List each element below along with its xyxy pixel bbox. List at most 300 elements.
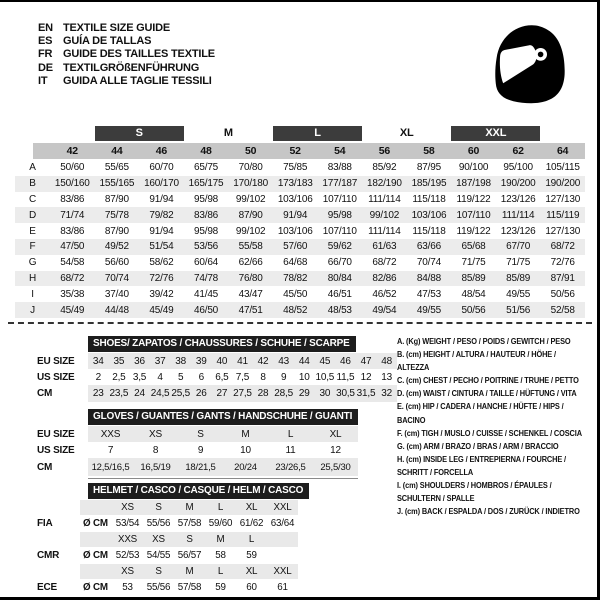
measurement-cell: 72/76 bbox=[149, 272, 174, 284]
measurement-letter: A bbox=[29, 162, 36, 174]
measurement-cell: 47/50 bbox=[60, 241, 85, 253]
measurement-cell: 91/94 bbox=[149, 225, 174, 237]
helmet-size-value: 59 bbox=[215, 582, 226, 593]
standard-label: ECE bbox=[37, 582, 57, 593]
measurement-cell: 50/60 bbox=[60, 162, 85, 174]
language-code: FR bbox=[38, 48, 53, 61]
measurement-cell: 119/122 bbox=[456, 193, 491, 205]
size-cell: 35 bbox=[113, 355, 125, 367]
measurement-cell: 68/72 bbox=[60, 272, 85, 284]
measurement-letter: C bbox=[28, 193, 37, 205]
measurement-cell: 46/52 bbox=[372, 288, 397, 300]
measurement-cell: 46/51 bbox=[327, 288, 352, 300]
size-cell: L bbox=[287, 428, 294, 440]
language-row bbox=[38, 48, 215, 61]
measurement-cell: 50/56 bbox=[461, 304, 486, 316]
measurement-cell: 74/78 bbox=[194, 272, 219, 284]
measurement-cell: 51/54 bbox=[149, 241, 174, 253]
size-number-row bbox=[15, 143, 585, 159]
size-cell: 38 bbox=[175, 355, 187, 367]
measurement-cell: 49/52 bbox=[104, 241, 129, 253]
row-label: CM bbox=[37, 388, 53, 399]
measurement-cell: 83/86 bbox=[60, 225, 85, 237]
size-cell: 45 bbox=[319, 355, 331, 367]
measurement-cell: 57/60 bbox=[283, 241, 308, 253]
helmet-size-label: M bbox=[185, 566, 194, 577]
size-row bbox=[30, 385, 397, 402]
measurement-cell: 70/80 bbox=[238, 162, 263, 174]
size-cell: 11,5 bbox=[336, 371, 355, 383]
size-column-header: 42 bbox=[66, 145, 78, 157]
measurement-cell: 49/54 bbox=[372, 304, 397, 316]
size-cell: 18/21,5 bbox=[185, 461, 216, 473]
measurement-cell: 70/74 bbox=[104, 272, 129, 284]
measurement-cell: 173/183 bbox=[277, 178, 313, 190]
size-cell: 24 bbox=[134, 388, 145, 399]
size-cell: 11 bbox=[285, 444, 296, 456]
measurement-cell: 41/45 bbox=[194, 288, 219, 300]
helmet-size-value: 54/55 bbox=[146, 550, 171, 561]
measurement-cell: 71/75 bbox=[461, 257, 486, 269]
measurement-cell: 111/114 bbox=[368, 225, 401, 237]
measurement-cell: 35/38 bbox=[60, 288, 85, 300]
measurement-cell: 45/49 bbox=[149, 304, 174, 316]
size-group-spacer bbox=[540, 126, 585, 141]
measurement-cell: 75/78 bbox=[104, 209, 129, 221]
size-cell: 28,5 bbox=[274, 388, 293, 399]
measurement-cell: 119/122 bbox=[456, 225, 491, 237]
measurement-letter: E bbox=[29, 225, 36, 237]
measurement-cell: 72/76 bbox=[550, 257, 575, 269]
row-label: EU SIZE bbox=[37, 355, 75, 367]
measurement-row-b bbox=[15, 176, 585, 192]
helmet-size-value: 52/53 bbox=[115, 550, 140, 561]
size-column-header: 60 bbox=[467, 145, 480, 157]
gloves-table-title: GLOVES / GUANTES / GANTS / HANDSCHUHE / GUANTI bbox=[88, 409, 358, 425]
size-column-header: 62 bbox=[512, 145, 524, 157]
measurement-cell: 99/102 bbox=[235, 225, 266, 237]
measurement-cell: 115/119 bbox=[546, 209, 580, 221]
measurement-cell: 65/75 bbox=[194, 162, 219, 174]
size-cell: 39 bbox=[195, 355, 207, 367]
legend-item: I. (cm) SHOULDERS / HOMBROS / ÉPAULES / SCHULTERN / SPALLE bbox=[397, 480, 552, 504]
measurement-cell: 80/84 bbox=[327, 272, 352, 284]
helmet-size-label: L bbox=[217, 566, 224, 577]
legend-item: J. (cm) BACK / ESPALDA / DOS / ZURÜCK / INDIETRO bbox=[397, 506, 580, 517]
helmet-size-value: 59 bbox=[246, 550, 257, 561]
helmet-size-header-row bbox=[30, 532, 298, 547]
measurement-cell: 95/100 bbox=[503, 162, 533, 174]
helmet-size-value: 57/58 bbox=[177, 518, 202, 529]
measurement-cell: 63/66 bbox=[416, 241, 441, 253]
size-group-s: S bbox=[95, 126, 184, 141]
size-cell: 12 bbox=[330, 444, 341, 456]
helmet-size-value: 58 bbox=[215, 550, 226, 561]
measurement-cell: 185/195 bbox=[411, 178, 447, 190]
measurement-letter: G bbox=[28, 257, 37, 269]
measurement-cell: 105/115 bbox=[545, 162, 580, 174]
helmet-size-value: 59/60 bbox=[208, 518, 233, 529]
size-column-header: 54 bbox=[334, 145, 346, 157]
language-row bbox=[38, 22, 215, 35]
measurement-letter: F bbox=[29, 241, 36, 253]
measurement-cell: 48/52 bbox=[283, 304, 308, 316]
measurement-row-e bbox=[15, 223, 585, 239]
size-cell: 25,5 bbox=[171, 388, 190, 399]
size-cell: 23,5 bbox=[109, 388, 129, 399]
size-cell: 6,5 bbox=[215, 371, 229, 383]
legend-item: B. (cm) HEIGHT / ALTURA / HAUTEUR / HÖHE / ALTEZZA bbox=[397, 349, 556, 373]
measurement-cell: 48/53 bbox=[327, 304, 352, 316]
helmet-value-row bbox=[30, 579, 298, 596]
size-cell: 34 bbox=[92, 355, 104, 367]
measurement-cell: 70/74 bbox=[416, 257, 441, 269]
size-column-header: 46 bbox=[155, 145, 168, 157]
size-group-xxl: XXL bbox=[451, 126, 540, 141]
size-group-l: L bbox=[273, 126, 362, 141]
helmet-size-label: L bbox=[217, 502, 224, 513]
measurement-cell: 103/106 bbox=[411, 209, 447, 221]
measurement-cell: 37/40 bbox=[104, 288, 129, 300]
legend-item: F. (cm) TIGH / MUSLO / CUISSE / SCHENKEL / COSCIA bbox=[397, 427, 582, 438]
measurement-cell: 127/130 bbox=[545, 225, 581, 237]
size-column-header: 64 bbox=[557, 145, 569, 157]
size-column-header: 48 bbox=[200, 145, 212, 157]
measurement-cell: 84/88 bbox=[416, 272, 441, 284]
measurement-cell: 155/165 bbox=[99, 178, 135, 190]
size-cell: 27 bbox=[216, 388, 228, 399]
helmet-size-label: M bbox=[216, 534, 225, 545]
size-cell: 36 bbox=[134, 355, 145, 367]
measurement-cell: 160/170 bbox=[144, 178, 179, 190]
measurement-cell: 56/60 bbox=[104, 257, 129, 269]
measurement-cell: 111/114 bbox=[501, 209, 535, 221]
helmet-size-label: XL bbox=[245, 502, 258, 513]
size-cell: XS bbox=[149, 428, 162, 440]
measurement-cell: 83/86 bbox=[194, 209, 219, 221]
size-cell: 10 bbox=[298, 371, 310, 383]
measurement-cell: 83/88 bbox=[327, 162, 352, 174]
gloves-table-rows bbox=[30, 426, 358, 476]
measurement-row-i bbox=[15, 286, 585, 302]
size-cell: 13 bbox=[381, 371, 392, 383]
measurement-cell: 187/198 bbox=[456, 178, 491, 190]
size-cell: 24,5 bbox=[150, 388, 170, 399]
gloves-size-table bbox=[30, 409, 360, 479]
helmet-size-value: 61/62 bbox=[239, 518, 264, 529]
row-label: EU SIZE bbox=[37, 428, 75, 440]
measurement-cell: 123/126 bbox=[500, 193, 536, 205]
size-cell: 23/26,5 bbox=[275, 461, 306, 473]
measurement-legend bbox=[397, 335, 588, 518]
helmet-size-label: L bbox=[248, 534, 255, 545]
helmet-size-value: 57/58 bbox=[177, 582, 202, 593]
measurement-row-j bbox=[15, 302, 585, 318]
size-cell: 47 bbox=[360, 355, 372, 367]
helmet-size-label: S bbox=[155, 566, 162, 577]
size-cell: 10 bbox=[240, 444, 251, 456]
measurement-cell: 99/102 bbox=[235, 193, 266, 205]
helmet-value-row bbox=[30, 547, 298, 564]
helmet-size-value: 63/64 bbox=[270, 518, 295, 529]
size-column-header: 50 bbox=[244, 145, 257, 157]
measurement-letter: H bbox=[28, 272, 37, 284]
measurement-cell: 95/98 bbox=[194, 225, 219, 237]
size-row bbox=[30, 369, 397, 385]
size-row bbox=[30, 353, 397, 369]
measurement-cell: 43/47 bbox=[238, 288, 263, 300]
guide-title: TEXTILGRÖßENFÜHRUNG bbox=[63, 61, 200, 74]
helmet-size-value: 56/57 bbox=[177, 550, 202, 561]
helmet-size-value: 55/56 bbox=[146, 582, 171, 593]
measurement-cell: 52/58 bbox=[550, 304, 575, 316]
measurement-cell: 61/63 bbox=[372, 241, 397, 253]
row-label: US SIZE bbox=[37, 371, 75, 383]
legend-item: E. (cm) HIP / CADERA / HANCHE / HÜFTE / HIPS / BACINO bbox=[397, 401, 564, 425]
measurement-cell: 68/72 bbox=[372, 257, 397, 269]
size-cell: 2,5 bbox=[112, 371, 126, 383]
size-group-spacer bbox=[15, 126, 95, 141]
helmet-size-value: 53 bbox=[122, 582, 133, 593]
measurement-cell: 90/100 bbox=[458, 162, 489, 174]
measurement-cell: 127/130 bbox=[545, 193, 581, 205]
measurement-cell: 150/160 bbox=[54, 178, 90, 190]
measurement-cell: 190/200 bbox=[500, 178, 536, 190]
measurement-row-c bbox=[15, 192, 585, 208]
language-code: EN bbox=[38, 22, 53, 34]
language-row bbox=[38, 35, 215, 48]
measurement-cell: 111/114 bbox=[368, 193, 401, 205]
helmet-size-header-row bbox=[30, 564, 298, 579]
measurement-cell: 91/94 bbox=[283, 209, 308, 221]
size-column-header: 56 bbox=[378, 145, 390, 157]
helmet-size-label: XS bbox=[121, 502, 134, 513]
helmet-size-label: XXL bbox=[273, 502, 292, 513]
section-divider-line bbox=[8, 322, 592, 324]
helmet-size-label: S bbox=[155, 502, 162, 513]
measurement-cell: 87/90 bbox=[238, 209, 263, 221]
measurement-cell: 75/85 bbox=[283, 162, 308, 174]
helmet-size-label: XS bbox=[152, 534, 165, 545]
size-cell: 12 bbox=[360, 371, 372, 383]
measurement-row-g bbox=[15, 255, 585, 271]
size-cell: 16,5/19 bbox=[140, 461, 171, 473]
measurement-cell: 45/50 bbox=[283, 288, 308, 300]
helmet-size-value: 53/54 bbox=[115, 518, 140, 529]
measurement-cell: 85/92 bbox=[372, 162, 397, 174]
language-row bbox=[38, 75, 215, 88]
legend-item: H. (cm) INSIDE LEG / ENTREPIERNA / FOURCHE / SCHRITT / FORCELLA bbox=[397, 453, 566, 477]
measurement-cell: 58/62 bbox=[149, 257, 174, 269]
measurement-row-f bbox=[15, 239, 585, 255]
legend-item: A. (Kg) WEIGHT / PESO / POIDS / GEWITCH / PESO bbox=[397, 336, 571, 346]
guide-title: GUÍA DE TALLAS bbox=[63, 35, 152, 48]
measurement-cell: 54/58 bbox=[60, 257, 85, 269]
measurement-row-d bbox=[15, 207, 585, 223]
measurement-cell: 177/187 bbox=[322, 178, 358, 190]
diameter-unit: Ø CM bbox=[83, 550, 108, 561]
size-cell: 12,5/16,5 bbox=[91, 461, 130, 473]
language-title-block bbox=[38, 22, 215, 88]
size-cell: 3,5 bbox=[132, 371, 147, 383]
row-label: CM bbox=[37, 461, 53, 473]
measurement-cell: 190/200 bbox=[545, 178, 581, 190]
size-cell: 26 bbox=[195, 388, 207, 399]
size-cell: 40 bbox=[216, 355, 228, 367]
standard-label: CMR bbox=[37, 550, 60, 561]
racing-helmet-icon bbox=[487, 17, 567, 107]
measurement-letter: D bbox=[28, 209, 37, 221]
size-group-m: M bbox=[223, 127, 233, 139]
measurement-cell: 68/72 bbox=[550, 241, 575, 253]
helmet-size-label: XXL bbox=[273, 566, 292, 577]
size-group-xl: XL bbox=[399, 127, 414, 139]
measurement-cell: 103/106 bbox=[277, 193, 313, 205]
measurement-cell: 71/74 bbox=[60, 209, 85, 221]
measurement-cell: 59/62 bbox=[327, 241, 352, 253]
measurement-cell: 85/89 bbox=[506, 272, 531, 284]
measurement-cell: 123/126 bbox=[500, 225, 536, 237]
helmet-size-value: 61 bbox=[277, 582, 288, 593]
measurement-cell: 87/95 bbox=[416, 162, 441, 174]
size-cell: S bbox=[197, 428, 204, 440]
helmet-size-label: S bbox=[186, 534, 193, 545]
size-row bbox=[30, 442, 358, 458]
measurement-cell: 48/54 bbox=[461, 288, 486, 300]
measurement-letter: B bbox=[29, 178, 36, 190]
helmet-size-label: M bbox=[185, 502, 194, 513]
size-cell: 44 bbox=[298, 355, 310, 367]
measurement-cell: 46/50 bbox=[194, 304, 219, 316]
legend-item: D. (cm) WAIST / CINTURA / TAILLE / HÜFTUNG / VITA bbox=[397, 388, 577, 399]
measurement-cell: 49/55 bbox=[506, 288, 531, 300]
size-group-header-row bbox=[15, 126, 585, 141]
measurement-cell: 87/90 bbox=[104, 193, 129, 205]
measurement-cell: 99/102 bbox=[369, 209, 400, 221]
size-cell: 31,5 bbox=[356, 388, 376, 399]
size-cell: M bbox=[241, 428, 250, 440]
size-cell: 25,5/30 bbox=[320, 461, 351, 473]
size-cell: 41 bbox=[237, 355, 248, 367]
measurement-cell: 87/91 bbox=[550, 272, 575, 284]
measurement-cell: 44/48 bbox=[104, 304, 129, 316]
measurement-cell: 95/98 bbox=[194, 193, 219, 205]
measurement-cell: 60/64 bbox=[194, 257, 219, 269]
size-cell: 23 bbox=[92, 388, 104, 399]
size-row bbox=[30, 458, 358, 476]
measurement-cell: 103/106 bbox=[277, 225, 313, 237]
diameter-unit: Ø CM bbox=[83, 518, 108, 529]
legend-item: G. (cm) ARM / BRAZO / BRAS / ARM / BRACCIO bbox=[397, 440, 559, 451]
measurement-cell: 85/89 bbox=[461, 272, 486, 284]
size-cell: 2 bbox=[95, 371, 101, 383]
measurement-cell: 66/70 bbox=[327, 257, 352, 269]
measurement-cell: 182/190 bbox=[366, 178, 402, 190]
helmet-size-header-row bbox=[30, 500, 298, 515]
measurement-row-a bbox=[15, 160, 585, 176]
row-label: US SIZE bbox=[37, 444, 75, 456]
diameter-unit: Ø CM bbox=[83, 582, 108, 593]
measurement-letter: I bbox=[31, 288, 34, 300]
size-cell: 42 bbox=[257, 355, 269, 367]
measurement-cell: 165/175 bbox=[188, 178, 224, 190]
helmet-size-label: XXS bbox=[117, 534, 137, 545]
size-cell: 48 bbox=[381, 355, 392, 367]
measurement-cell: 107/110 bbox=[322, 225, 357, 237]
gloves-divider-line bbox=[88, 478, 358, 479]
size-cell: 9 bbox=[280, 371, 287, 383]
measurement-cell: 82/86 bbox=[372, 272, 397, 284]
size-cell: 27,5 bbox=[233, 388, 252, 399]
size-cell: 9 bbox=[197, 444, 204, 456]
size-cell: XL bbox=[329, 428, 342, 440]
helmet-size-table bbox=[30, 483, 342, 595]
size-cell: 5 bbox=[177, 371, 184, 383]
measurement-cell: 47/53 bbox=[416, 288, 441, 300]
measurement-cell: 79/82 bbox=[149, 209, 174, 221]
measurement-cell: 65/68 bbox=[461, 241, 486, 253]
size-cell: 4 bbox=[157, 371, 163, 383]
language-code: IT bbox=[38, 74, 48, 87]
size-cell: 8 bbox=[152, 444, 159, 456]
measurement-cell: 170/180 bbox=[233, 178, 268, 190]
size-cell: 7,5 bbox=[235, 371, 250, 383]
size-cell: XXS bbox=[100, 428, 121, 440]
size-column-header: 58 bbox=[423, 145, 435, 157]
size-cell: 20/24 bbox=[234, 461, 257, 473]
measurement-cell: 67/70 bbox=[506, 241, 531, 253]
size-cell: 8 bbox=[260, 371, 266, 383]
measurement-cell: 39/42 bbox=[149, 288, 174, 300]
helmet-value-row bbox=[30, 515, 298, 532]
helmet-size-label: XL bbox=[245, 566, 258, 577]
size-cell: 43 bbox=[278, 355, 289, 367]
legend-item: C. (cm) CHEST / PECHO / POITRINE / TRUHE / PETTO bbox=[397, 375, 579, 386]
measurement-row-h bbox=[15, 271, 585, 287]
textile-size-table bbox=[15, 126, 585, 318]
shoes-table-rows bbox=[30, 353, 397, 402]
language-code: DE bbox=[38, 61, 53, 74]
shoes-table-title: SHOES/ ZAPATOS / CHAUSSURES / SCHUHE / SCARPE bbox=[88, 336, 356, 352]
measurement-cell: 83/86 bbox=[60, 193, 85, 205]
measurement-cell: 55/65 bbox=[104, 162, 129, 174]
shoes-size-table bbox=[30, 336, 400, 406]
measurement-cell: 87/90 bbox=[104, 225, 129, 237]
language-row bbox=[38, 62, 215, 75]
helmet-table-title: HELMET / CASCO / CASQUE / HELM / CASCO bbox=[88, 483, 309, 499]
helmet-table-rows bbox=[30, 500, 298, 596]
measurement-cell: 107/110 bbox=[456, 209, 491, 221]
size-column-header: 44 bbox=[111, 145, 123, 157]
size-cell: 30 bbox=[319, 388, 331, 399]
size-cell: 30,5 bbox=[336, 388, 355, 399]
measurement-cell: 95/98 bbox=[327, 209, 352, 221]
size-column-header: 52 bbox=[289, 145, 301, 157]
size-cell: 7 bbox=[107, 444, 114, 456]
measurement-cell: 71/75 bbox=[506, 257, 531, 269]
measurement-cell: 45/49 bbox=[60, 304, 85, 316]
measurement-cell: 76/80 bbox=[238, 272, 263, 284]
measurement-cell: 64/68 bbox=[283, 257, 308, 269]
measurement-cell: 50/56 bbox=[550, 288, 575, 300]
size-cell: 6 bbox=[198, 371, 204, 383]
measurement-cell: 91/94 bbox=[149, 193, 174, 205]
helmet-size-value: 55/56 bbox=[146, 518, 171, 529]
size-cell: 29 bbox=[298, 388, 310, 399]
measurement-cell: 49/55 bbox=[416, 304, 441, 316]
guide-title: TEXTILE SIZE GUIDE bbox=[63, 22, 171, 34]
measurement-cell: 55/58 bbox=[238, 241, 263, 253]
